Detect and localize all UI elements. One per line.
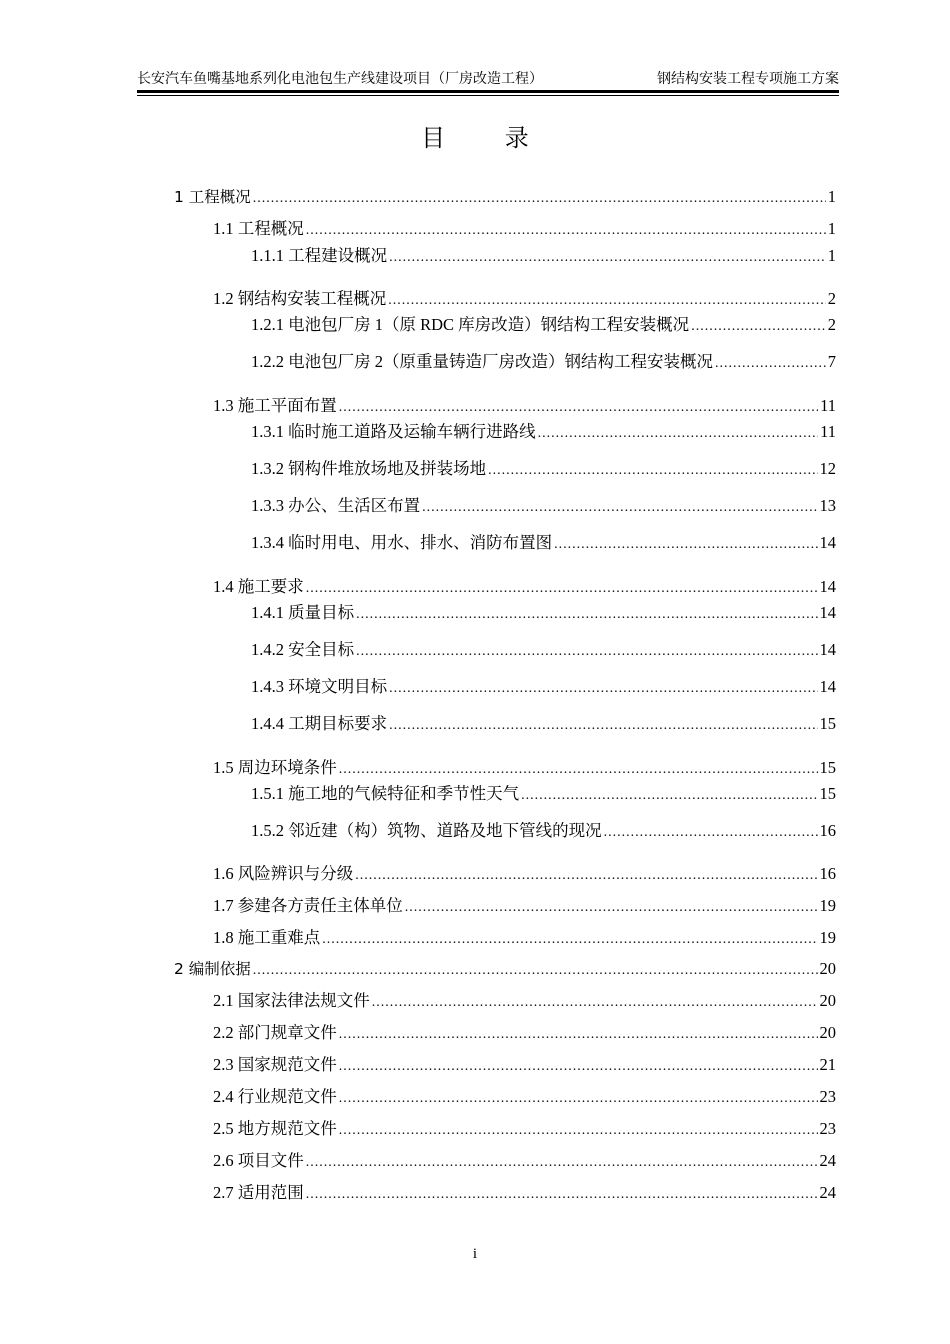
toc-entry-label: 1.8 施工重难点: [213, 928, 321, 947]
toc-leader-dots: [389, 245, 826, 267]
toc-leader-dots: [339, 1118, 818, 1140]
toc-entry-page: 24: [819, 1183, 836, 1202]
toc-entry-label: 1.4.1 质量目标: [251, 603, 355, 622]
toc-entry-page: 20: [819, 959, 836, 978]
toc-entry-label: 1.7 参建各方责任主体单位: [213, 896, 403, 915]
toc-leader-dots: [488, 458, 817, 480]
toc-entry-page: 2: [827, 289, 836, 308]
toc-entry-label: 1.3 施工平面布置: [213, 396, 337, 415]
toc-entry[interactable]: [251, 820, 836, 842]
toc-leader-dots: [339, 1054, 818, 1076]
page-number: i: [472, 1246, 478, 1262]
toc-entry-page: 23: [819, 1119, 836, 1138]
toc-entry-label: 1.5.1 施工地的气候特征和季节性天气: [251, 784, 520, 803]
toc-leader-dots: [405, 895, 818, 917]
toc-entry-page: 14: [819, 577, 836, 596]
toc-leader-dots: [355, 863, 817, 885]
toc-entry[interactable]: [174, 958, 836, 980]
toc-leader-dots: [306, 1150, 818, 1172]
toc-leader-dots: [306, 576, 818, 598]
toc-entry-page: 20: [819, 1023, 836, 1042]
toc-leader-dots: [388, 288, 826, 310]
toc-entry-label: 1.2 钢结构安装工程概况: [213, 289, 387, 308]
toc-entry-page: 14: [819, 640, 836, 659]
toc-entry-page: 15: [819, 714, 836, 733]
toc-title: 目 录: [421, 124, 555, 152]
toc-entry[interactable]: [251, 351, 836, 373]
toc-entry-label: 1.4 施工要求: [213, 577, 304, 596]
toc-entry-label: 1.4.4 工期目标要求: [251, 714, 388, 733]
toc-entry[interactable]: [213, 1150, 836, 1172]
toc-entry-page: 14: [819, 603, 836, 622]
toc-entry[interactable]: [213, 990, 836, 1012]
toc-entry-label: 1.5.2 邻近建（构）筑物、道路及地下管线的现况: [251, 821, 602, 840]
toc-leader-dots: [322, 927, 817, 949]
toc-leader-dots: [356, 639, 817, 661]
toc-entry-label: 2.6 项目文件: [213, 1151, 304, 1170]
toc-entry[interactable]: [251, 713, 836, 735]
toc-entry[interactable]: [213, 1054, 836, 1076]
toc-entry[interactable]: [213, 576, 836, 598]
toc-leader-dots: [554, 532, 817, 554]
toc-leader-dots: [339, 1022, 818, 1044]
toc-leader-dots: [339, 757, 818, 779]
toc-leader-dots: [389, 676, 817, 698]
toc-entry-page: 16: [819, 821, 836, 840]
toc-entry[interactable]: [213, 1182, 836, 1204]
toc-entry-label: 2.2 部门规章文件: [213, 1023, 337, 1042]
toc-entry-label: 1.1 工程概况: [213, 219, 304, 238]
toc-entry-page: 14: [819, 677, 836, 696]
toc-entry-label: 1 工程概况: [174, 188, 251, 206]
toc-leader-dots: [715, 351, 826, 373]
header-project-title: 长安汽车鱼嘴基地系列化电池包生产线建设项目（厂房改造工程）: [137, 72, 543, 87]
toc-entry-label: 2.4 行业规范文件: [213, 1087, 337, 1106]
toc-entry-page: 1: [827, 219, 836, 238]
toc-leader-dots: [422, 495, 817, 517]
header-document-title: 钢结构安装工程专项施工方案: [657, 72, 839, 87]
toc-leader-dots: [253, 186, 826, 208]
toc-leader-dots: [339, 1086, 818, 1108]
toc-entry-label: 1.2.2 电池包厂房 2（原重量铸造厂房改造）钢结构工程安装概况: [251, 352, 713, 371]
toc-entry-page: 21: [819, 1055, 836, 1074]
toc-entry-page: 12: [819, 459, 836, 478]
toc-entry-label: 2.1 国家法律法规文件: [213, 991, 370, 1010]
toc-leader-dots: [372, 990, 818, 1012]
toc-leader-dots: [356, 602, 817, 624]
toc-entry-page: 13: [819, 496, 836, 515]
toc-entry[interactable]: [213, 863, 836, 885]
toc-leader-dots: [604, 820, 818, 842]
toc-entry-label: 2.7 适用范围: [213, 1183, 304, 1202]
toc-entry-page: 15: [819, 784, 836, 803]
toc-entry-label: 1.4.2 安全目标: [251, 640, 355, 659]
toc-leader-dots: [691, 314, 826, 336]
toc-entry-label: 1.2.1 电池包厂房 1（原 RDC 库房改造）钢结构工程安装概况: [251, 315, 690, 334]
toc-entry[interactable]: [251, 458, 836, 480]
toc-entry-label: 1.3.1 临时施工道路及运输车辆行进路线: [251, 422, 536, 441]
toc-entry-label: 1.6 风险辨识与分级: [213, 864, 354, 883]
toc-leader-dots: [253, 958, 818, 980]
toc-entry-label: 1.3.4 临时用电、用水、排水、消防布置图: [251, 533, 553, 552]
toc-entry-page: 11: [820, 422, 836, 441]
toc-entry[interactable]: [213, 1022, 836, 1044]
toc-entry[interactable]: [251, 783, 836, 805]
toc-entry[interactable]: [213, 895, 836, 917]
toc-entry-page: 20: [819, 991, 836, 1010]
toc-entry-label: 1.4.3 环境文明目标: [251, 677, 388, 696]
toc-leader-dots: [339, 395, 818, 417]
toc-entry-page: 1: [827, 187, 836, 206]
toc-entry-label: 1.3.3 办公、生活区布置: [251, 496, 421, 515]
toc-leader-dots: [306, 1182, 818, 1204]
toc-entry-label: 2.3 国家规范文件: [213, 1055, 337, 1074]
toc-entry-page: 19: [819, 896, 836, 915]
toc-entry-page: 11: [820, 396, 836, 415]
toc-entry-page: 19: [819, 928, 836, 947]
toc-entry[interactable]: [251, 421, 836, 443]
toc-entry[interactable]: [213, 218, 836, 240]
toc-entry[interactable]: [213, 927, 836, 949]
toc-entry-label: 1.5 周边环境条件: [213, 758, 337, 777]
toc-entry-label: 1.3.2 钢构件堆放场地及拼装场地: [251, 459, 487, 478]
toc-entry[interactable]: [213, 395, 836, 417]
toc-leader-dots: [389, 713, 817, 735]
toc-entry-page: 2: [827, 315, 836, 334]
toc-entry[interactable]: [213, 288, 836, 310]
toc-entry-page: 24: [819, 1151, 836, 1170]
toc-entry-label: 2.5 地方规范文件: [213, 1119, 337, 1138]
toc-entry[interactable]: [251, 602, 836, 624]
toc-entry[interactable]: [251, 639, 836, 661]
toc-entry-page: 1: [827, 246, 836, 265]
toc-entry[interactable]: [251, 495, 836, 517]
toc-entry-page: 15: [819, 758, 836, 777]
toc-leader-dots: [521, 783, 817, 805]
toc-entry[interactable]: [213, 1118, 836, 1140]
toc-entry-label: 2 编制依据: [174, 960, 251, 978]
toc-entry-page: 7: [827, 352, 836, 371]
toc-entry[interactable]: [251, 245, 836, 267]
toc-entry[interactable]: [251, 676, 836, 698]
toc-entry[interactable]: [251, 532, 836, 554]
toc-entry[interactable]: [174, 186, 836, 208]
toc-entry[interactable]: [213, 1086, 836, 1108]
toc-leader-dots: [306, 218, 826, 240]
toc-entry[interactable]: [251, 314, 836, 336]
toc-leader-dots: [538, 421, 818, 443]
toc-entry-page: 14: [819, 533, 836, 552]
toc-entry-label: 1.1.1 工程建设概况: [251, 246, 388, 265]
toc-entry-page: 16: [819, 864, 836, 883]
toc-entry[interactable]: [213, 757, 836, 779]
toc-entry-page: 23: [819, 1087, 836, 1106]
